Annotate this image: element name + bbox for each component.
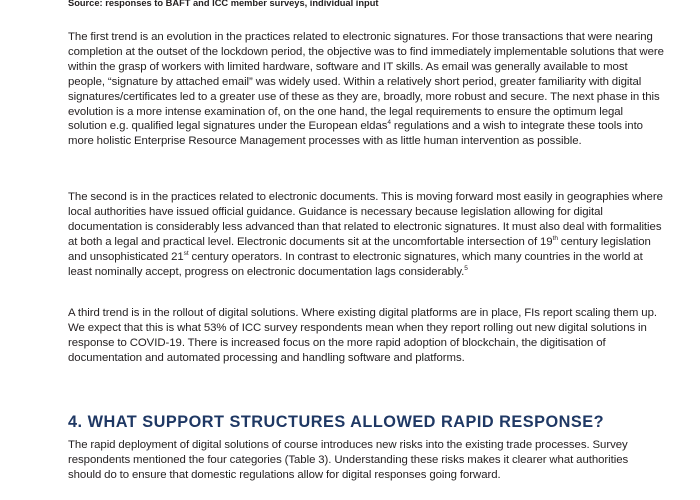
ordinal-suffix: th [552, 234, 558, 242]
paragraph-text: regulations and a wish to integrate these tools into more holistic Enterprise Resource Management processes with as little human intervention as possible. [68, 120, 643, 148]
paragraph-digital-solutions: A third trend is in the rollout of digital solutions. Where existing digital platforms are in place, FIs report scaling them up. We expect that this is what 53% of ICC survey respondents mean when they report rolling out new digital solutions in response to COVID-19. There is increased focus on the more rapid adoption of blockchain, the digitisation of documentation and automated processing and handling software and platforms. [68, 307, 657, 364]
table-source-note: Source: responses to BAFT and ICC member surveys, individual input [68, 0, 379, 8]
paragraph-text: century legislation and unsophisticated 21 [68, 235, 651, 263]
section-heading: 4. WHAT SUPPORT STRUCTURES ALLOWED RAPID RESPONSE? [68, 413, 605, 431]
paragraph-text: century operators. In contrast to electronic signatures, which many countries in the world at least nominally accept, progress on electronic documentation lags considerably. [68, 250, 643, 278]
footnote-ref-5[interactable]: 5 [464, 264, 468, 272]
footnote-ref-4[interactable]: 4 [387, 119, 391, 127]
paragraph-new-risks: The rapid deployment of digital solutions of course introduces new risks into the existing trade processes. Survey respondents mentioned the four categories (Table 3). Understanding these risks makes it clearer what authorities should do to ensure that domestic regulations allow for digital responses going forward. [68, 439, 629, 481]
paragraph-electronic-signatures [68, 30, 664, 149]
ordinal-suffix: st [183, 249, 189, 257]
paragraph-electronic-documents [68, 190, 664, 279]
document-page [68, 0, 668, 481]
paragraph-text: The second is in the practices related to electronic documents. This is moving forward most easily in geographies where local authorities have issued official guidance. Guidance is necessary because legislation allowing for digital documentation is considerably less advanced than that related to electronic signatures. It must also deal with formalities at both a legal and practical level. Electronic documents sit at the uncomfortable intersection of 19 [68, 191, 663, 248]
paragraph-text: The first trend is an evolution in the practices related to electronic signatures. For those transactions that were nearing completion at the outset of the lockdown period, the objective was to find immediately implementable solutions that were within the grasp of workers with limited hardware, software and IT skills. As email was generally available to most people, “signature by attached email” was widely used. Within a relatively short period, greater familiarity with digital signatures/certificates led to a greater use of these as they are, broadly, more robust and secure. The next phase in this evolution is a more intense examination of, on the one hand, the legal requirements to ensure the optimum legal solution e.g. qualified legal signatures under the European eldas [68, 31, 664, 133]
